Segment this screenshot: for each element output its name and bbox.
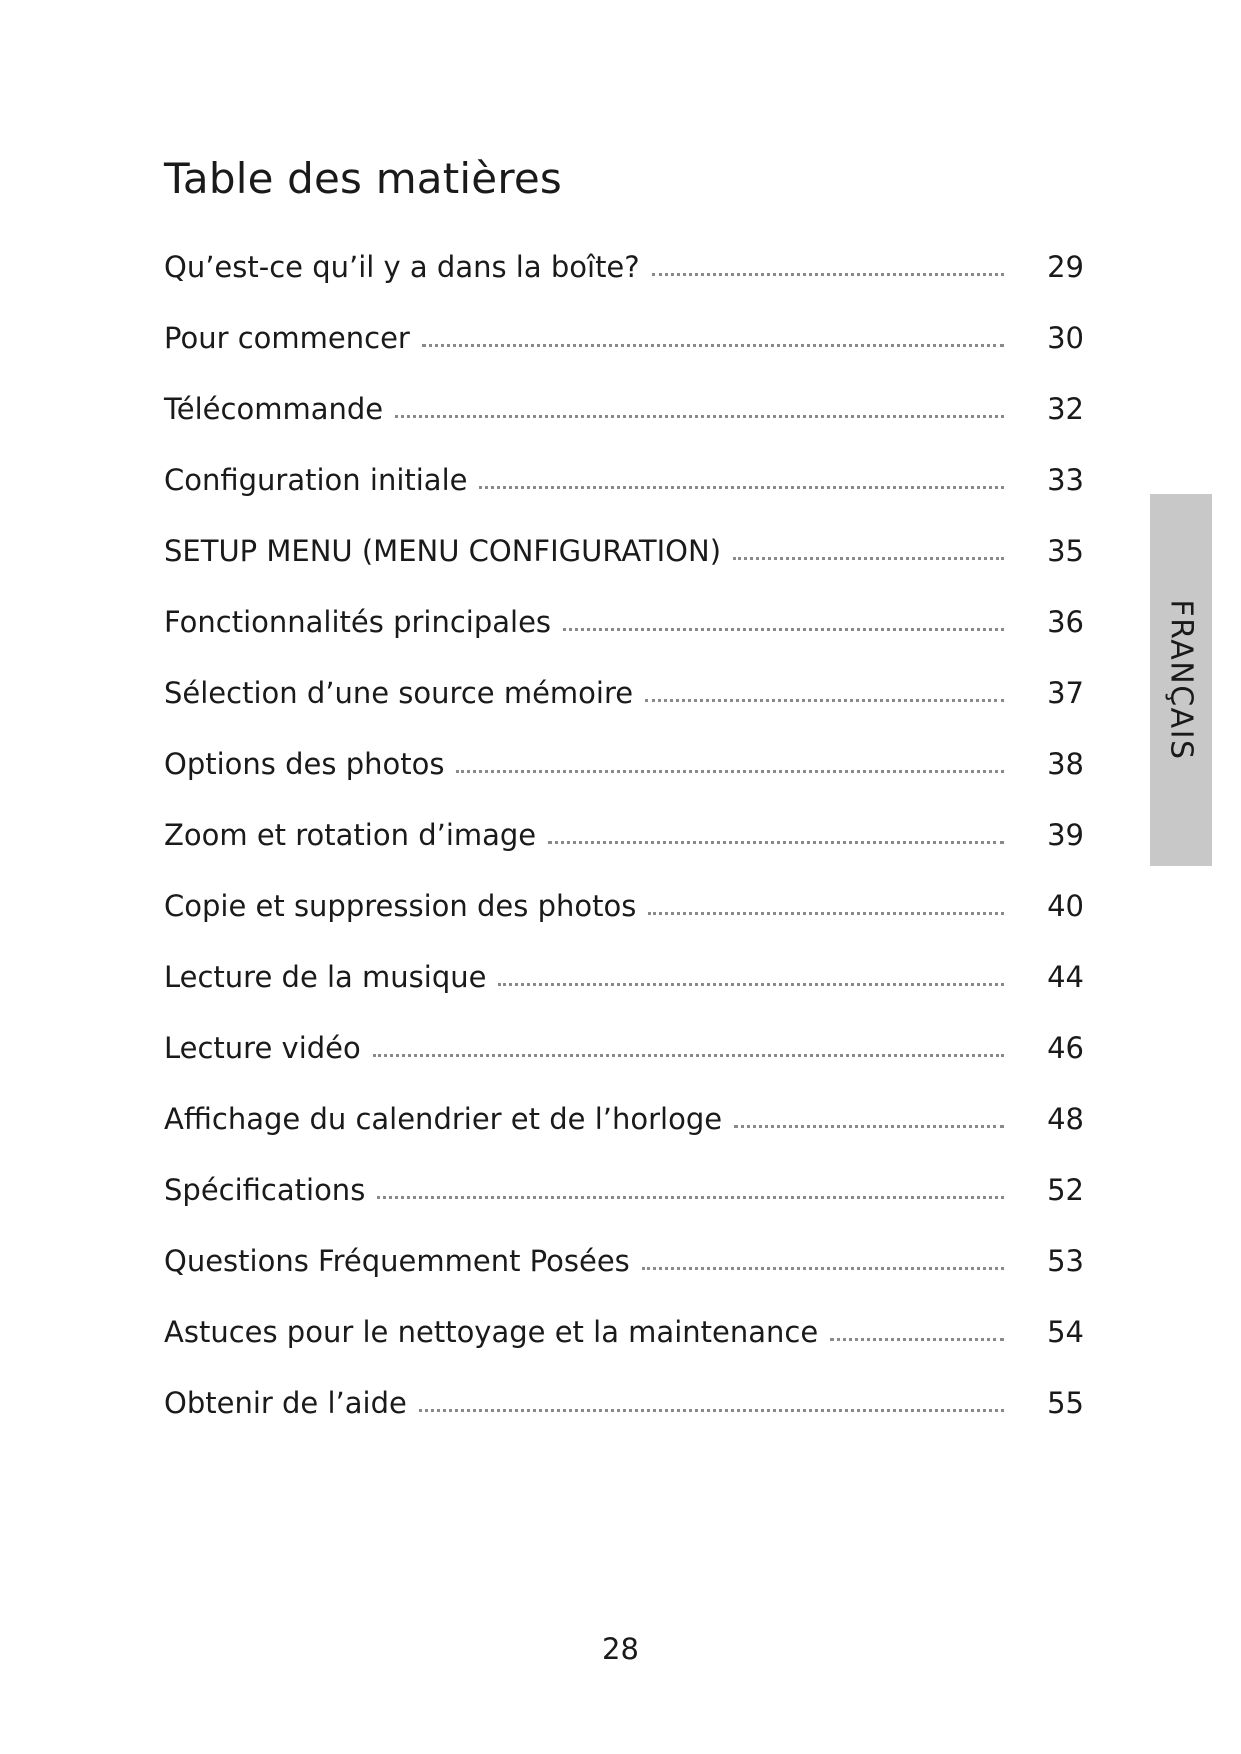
toc-entry[interactable] (164, 232, 1084, 303)
toc-entry-page: 35 (1047, 534, 1084, 568)
language-tab-label: FRANÇAIS (1163, 599, 1199, 761)
toc-dot-leader (377, 1196, 1004, 1199)
toc-entry-label: Copie et suppression des photos (164, 889, 637, 923)
toc-dot-leader (395, 415, 1004, 418)
toc-dot-leader (419, 1409, 1004, 1412)
toc-entry-label: Affichage du calendrier et de l’horloge (164, 1102, 723, 1136)
table-of-contents (164, 232, 1084, 1439)
toc-entry-label: Pour commencer (164, 321, 410, 355)
toc-dot-leader (456, 770, 1004, 773)
toc-entry-label: Fonctionnalités principales (164, 605, 552, 639)
page-title: Table des matières (164, 154, 562, 203)
toc-entry-label: Configuration initiale (164, 463, 468, 497)
language-tab (1150, 494, 1212, 866)
toc-dot-leader (734, 1125, 1004, 1128)
toc-entry[interactable] (164, 374, 1084, 445)
toc-entry-label: Lecture de la musique (164, 960, 487, 994)
toc-entry-page: 32 (1047, 392, 1084, 426)
toc-entry[interactable] (164, 587, 1084, 658)
toc-entry-page: 54 (1047, 1315, 1084, 1349)
toc-entry-label: Télécommande (164, 392, 384, 426)
toc-entry-page: 46 (1047, 1031, 1084, 1065)
toc-entry-page: 39 (1047, 818, 1084, 852)
toc-entry-page: 55 (1047, 1386, 1084, 1420)
toc-dot-leader (652, 273, 1004, 276)
toc-entry[interactable] (164, 1013, 1084, 1084)
toc-entry-label: Qu’est-ce qu’il y a dans la boîte? (164, 250, 640, 284)
toc-dot-leader (422, 344, 1004, 347)
page-number: 28 (602, 1632, 639, 1666)
toc-entry-page: 48 (1047, 1102, 1084, 1136)
toc-entry-label: Lecture vidéo (164, 1031, 361, 1065)
toc-entry-page: 33 (1047, 463, 1084, 497)
toc-entry-page: 36 (1047, 605, 1084, 639)
toc-entry[interactable] (164, 303, 1084, 374)
toc-dot-leader (563, 628, 1004, 631)
toc-entry-page: 30 (1047, 321, 1084, 355)
toc-entry-label: Obtenir de l’aide (164, 1386, 407, 1420)
toc-entry-page: 52 (1047, 1173, 1084, 1207)
toc-entry[interactable] (164, 1155, 1084, 1226)
toc-entry-label: Questions Fréquemment Posées (164, 1244, 630, 1278)
toc-entry-page: 40 (1047, 889, 1084, 923)
toc-entry-label: Zoom et rotation d’image (164, 818, 537, 852)
toc-entry-label: Astuces pour le nettoyage et la maintenance (164, 1315, 819, 1349)
toc-entry[interactable] (164, 1297, 1084, 1368)
toc-entry-page: 53 (1047, 1244, 1084, 1278)
toc-entry-page: 29 (1047, 250, 1084, 284)
toc-entry[interactable] (164, 1084, 1084, 1155)
toc-entry[interactable] (164, 729, 1084, 800)
toc-entry[interactable] (164, 942, 1084, 1013)
toc-dot-leader (642, 1267, 1004, 1270)
toc-dot-leader (479, 486, 1004, 489)
toc-dot-leader (548, 841, 1004, 844)
toc-entry-label: Sélection d’une source mémoire (164, 676, 634, 710)
toc-entry-label: SETUP MENU (MENU CONFIGURATION) (164, 534, 722, 568)
toc-dot-leader (648, 912, 1004, 915)
toc-entry-page: 44 (1047, 960, 1084, 994)
toc-entry-page: 38 (1047, 747, 1084, 781)
toc-entry[interactable] (164, 800, 1084, 871)
toc-entry-label: Options des photos (164, 747, 445, 781)
toc-dot-leader (373, 1054, 1004, 1057)
toc-entry[interactable] (164, 516, 1084, 587)
toc-entry[interactable] (164, 445, 1084, 516)
toc-dot-leader (733, 557, 1004, 560)
toc-entry[interactable] (164, 1368, 1084, 1439)
toc-dot-leader (830, 1338, 1004, 1341)
toc-entry[interactable] (164, 871, 1084, 942)
toc-entry-page: 37 (1047, 676, 1084, 710)
toc-dot-leader (645, 699, 1004, 702)
toc-entry-label: Spécifications (164, 1173, 366, 1207)
toc-entry[interactable] (164, 658, 1084, 729)
toc-dot-leader (498, 983, 1004, 986)
toc-entry[interactable] (164, 1226, 1084, 1297)
